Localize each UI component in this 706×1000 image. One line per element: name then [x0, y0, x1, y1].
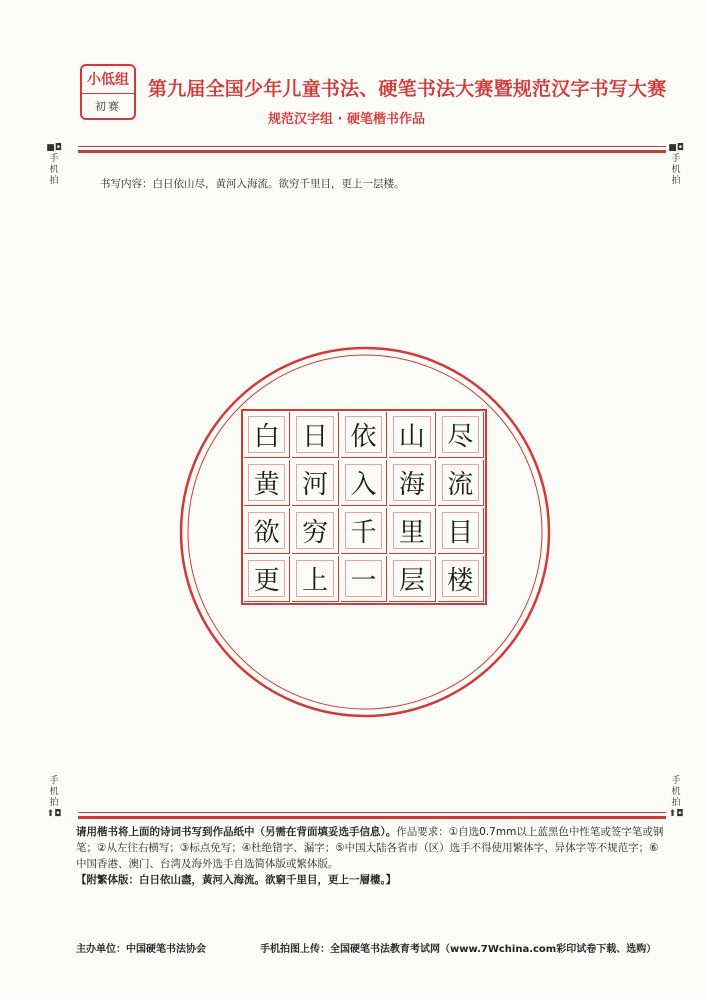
- scan-marker-top-left: [42, 143, 66, 187]
- page-subtitle: 规范汉字组 · 硬笔楷书作品: [268, 112, 425, 127]
- phone-shoot-label: 手 机 拍: [49, 154, 59, 186]
- upload-info: 手机拍图上传：全国硬笔书法教育考试网（www.7Wchina.com彩印试卷下载、选购）: [260, 944, 657, 955]
- grid-cell: 穷: [292, 508, 338, 554]
- instructions-body: 作品要求：①自选0.7mm以上蓝黑色中性笔或签字笔或钢笔；②从左往右横写；③标点免写；④杜绝错字、漏字；⑤中国大陆各省市（区）选手不得使用繁体字、异体字等不规范字；⑥中国香港、澳门、台湾及海外选手自选简体版或繁体版。: [76, 826, 664, 870]
- grid-cell: 海: [389, 460, 435, 506]
- page-title: 第九届全国少年儿童书法、硬笔书法大赛暨规范汉字书写大赛: [148, 78, 667, 100]
- camera-icon: ■◘: [46, 143, 62, 153]
- writing-content: 书写内容：白日依山尽，黄河入海流。欲穷千里目，更上一层楼。: [100, 178, 405, 190]
- grid-cell: 楼: [438, 556, 484, 602]
- grid-cell: 山: [389, 412, 435, 458]
- grid-cell: 尽: [438, 412, 484, 458]
- badge-group-label: 小低组: [82, 66, 134, 94]
- phone-shoot-label: 手 机 拍: [671, 154, 681, 186]
- scan-marker-bottom-left: [42, 776, 66, 820]
- grid-cell: 入: [341, 460, 387, 506]
- grid-cell: 目: [438, 508, 484, 554]
- grid-cell: 河: [292, 460, 338, 506]
- writing-grid: [241, 409, 487, 605]
- bottom-divider: [78, 812, 666, 819]
- grid-cell: 里: [389, 508, 435, 554]
- group-badge: [80, 64, 136, 120]
- phone-shoot-label: 手 机 拍: [671, 776, 681, 808]
- traditional-version: 【附繁体版：白日依山盡，黃河入海流。欲窮千里目，更上一層樓。】: [76, 874, 397, 886]
- grid-cell: 更: [244, 556, 290, 602]
- grid-cell: 层: [389, 556, 435, 602]
- grid-cell: 一: [341, 556, 387, 602]
- badge-round-label: 初赛: [95, 100, 121, 113]
- scan-marker-top-right: [664, 143, 688, 187]
- instructions: [76, 824, 666, 888]
- organizer: 主办单位：中国硬笔书法协会: [76, 944, 206, 955]
- grid-cell: 欲: [244, 508, 290, 554]
- grid-cell: 依: [341, 412, 387, 458]
- scan-marker-bottom-right: [664, 776, 688, 820]
- camera-icon: ⬆◘: [46, 809, 62, 819]
- grid-cell: 白: [244, 412, 290, 458]
- grid-cell: 黄: [244, 460, 290, 506]
- grid-cell: 日: [292, 412, 338, 458]
- grid-cell: 千: [341, 508, 387, 554]
- camera-icon: ⬆◘: [668, 809, 684, 819]
- top-divider: [78, 146, 666, 153]
- camera-icon: ■◘: [668, 143, 684, 153]
- grid-cell: 流: [438, 460, 484, 506]
- grid-cell: 上: [292, 556, 338, 602]
- instructions-lead: 请用楷书将上面的诗词书写到作品纸中（另需在背面填妥选手信息）。: [76, 826, 397, 838]
- phone-shoot-label: 手 机 拍: [49, 776, 59, 808]
